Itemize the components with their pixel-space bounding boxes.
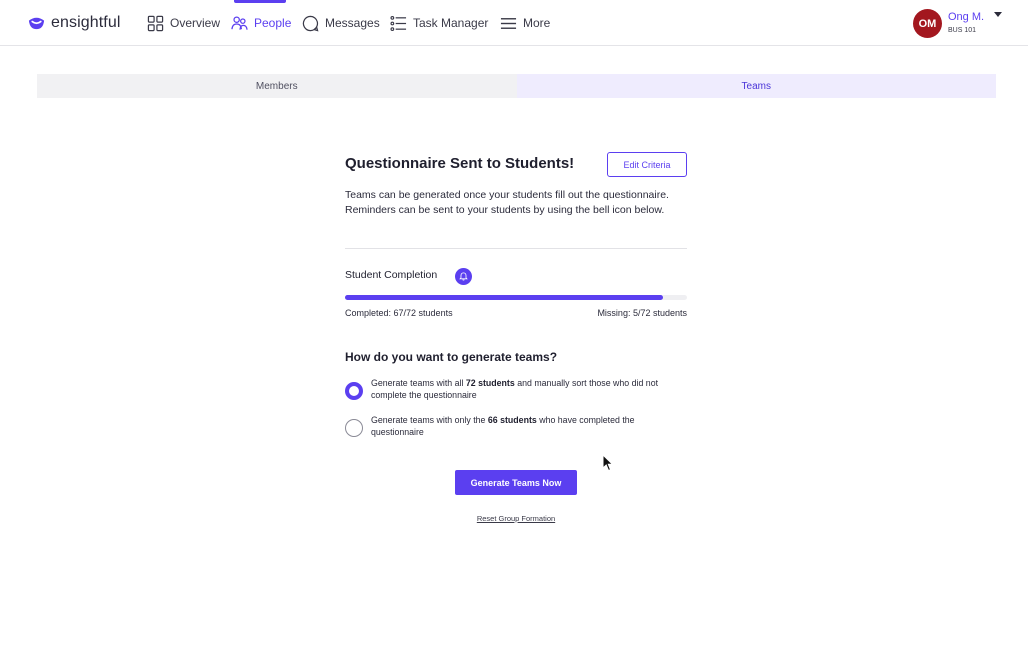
user-info	[948, 11, 984, 37]
menu-icon	[500, 15, 517, 32]
send-reminder-button[interactable]	[455, 268, 472, 285]
grid-icon	[147, 15, 164, 32]
tab-teams[interactable]: Teams	[517, 74, 997, 98]
nav-item-label: More	[523, 16, 551, 30]
nav-active-indicator	[234, 0, 286, 3]
nav-item-messages[interactable]	[302, 13, 380, 33]
logo-text: ensightful	[51, 13, 121, 31]
top-navbar	[0, 0, 1028, 46]
option-all-students[interactable]	[345, 378, 687, 401]
generate-teams-button[interactable]: Generate Teams Now	[455, 470, 577, 495]
option-completed-students[interactable]	[345, 415, 687, 438]
radio-all-students[interactable]	[345, 382, 363, 400]
chevron-down-icon[interactable]	[994, 12, 1002, 17]
student-completion-label: Student Completion	[345, 269, 438, 281]
option-label: Generate teams with all 72 students and manually sort those who did not complete the questionnaire	[371, 378, 659, 400]
completed-count: Completed: 67/72 students	[345, 308, 453, 318]
bell-icon	[459, 272, 468, 281]
nav-item-label: Overview	[170, 16, 221, 30]
list-icon	[390, 15, 407, 32]
user-menu[interactable]	[913, 9, 984, 38]
mouse-cursor-icon	[602, 454, 614, 472]
nav-item-task-manager[interactable]	[390, 13, 488, 33]
radio-completed-students[interactable]	[345, 419, 363, 437]
missing-count: Missing: 5/72 students	[597, 308, 687, 318]
people-tabs	[37, 74, 996, 98]
option-label: Generate teams with only the 66 students who have completed the questionnaire	[371, 415, 635, 437]
ensightful-logo-icon	[27, 13, 46, 32]
tab-members[interactable]: Members	[37, 74, 517, 98]
people-icon	[231, 15, 248, 32]
edit-criteria-button[interactable]: Edit Criteria	[607, 152, 687, 177]
generation-question: How do you want to generate teams?	[345, 350, 558, 364]
course-label: BUS 101	[948, 26, 977, 34]
panel-description: Teams can be generated once your students fill out the questionnaire. Reminders can be sent to your students by using the bell icon below.	[345, 189, 669, 216]
page-title: Questionnaire Sent to Students!	[345, 155, 575, 172]
reset-group-formation-link[interactable]: Reset Group Formation	[476, 514, 556, 523]
nav-item-label: Task Manager	[413, 16, 489, 30]
avatar[interactable]: OM	[913, 9, 942, 38]
logo[interactable]	[27, 13, 121, 32]
user-name[interactable]: Ong M.	[948, 10, 985, 23]
completion-progress-fill	[345, 295, 663, 300]
nav-item-people[interactable]	[231, 13, 291, 33]
nav-item-overview[interactable]	[147, 13, 220, 33]
divider	[345, 248, 687, 249]
nav-item-more[interactable]	[500, 13, 550, 33]
nav-item-label: Messages	[325, 16, 380, 30]
nav-item-label: People	[254, 16, 292, 30]
completion-progress-bar	[345, 295, 687, 300]
message-icon	[302, 15, 319, 32]
